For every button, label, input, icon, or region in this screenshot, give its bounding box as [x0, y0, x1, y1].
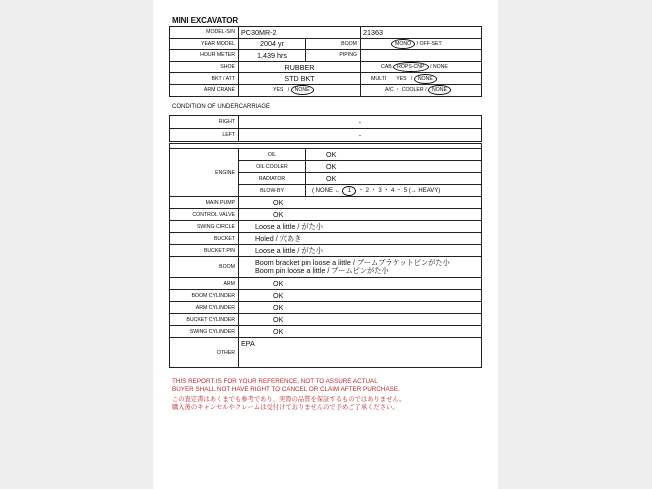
engine-label: ENGINE: [170, 149, 239, 197]
ac-cooler-field: [361, 84, 482, 96]
table-row: [170, 245, 482, 257]
hour-meter-label: HOUR METER: [170, 50, 239, 62]
hour-meter-value: 1,439 hrs: [239, 50, 306, 62]
table-row: [170, 338, 482, 368]
ac-cooler-selected-option: NONE: [428, 85, 451, 95]
row-value: OK: [239, 302, 482, 314]
cab-other-option: NONE: [432, 64, 448, 71]
boom-label: BOOM: [170, 257, 239, 278]
row-value: Loose a little / がた小: [239, 245, 482, 257]
row-value: OK: [239, 326, 482, 338]
table-row: [170, 149, 482, 161]
blowby-scale: [306, 185, 482, 197]
multi-label: MULTI: [371, 75, 387, 82]
table-row: [170, 84, 482, 96]
arm-crane-options: [239, 84, 361, 96]
blowby-selected-level: 1: [342, 186, 356, 196]
document-title: MINI EXCAVATOR: [172, 16, 239, 25]
row-label: ARM CYLINDER: [170, 302, 239, 314]
arm-crane-yes-option: YES: [273, 87, 284, 94]
row-label: MAIN PUMP: [170, 197, 239, 209]
row-value: OK: [239, 209, 482, 221]
undercarriage-left-value: -: [239, 129, 482, 142]
model-sn-label: MODEL-S/N: [170, 27, 239, 39]
undercarriage-title: CONDITION OF UNDERCARRIAGE: [172, 104, 271, 110]
engine-item-value: OK: [306, 149, 482, 161]
undercarriage-left-label: LEFT: [170, 129, 239, 142]
row-value: OK: [239, 197, 482, 209]
multi-selected-option: NONE: [414, 74, 437, 84]
row-value: OK: [239, 290, 482, 302]
piping-label: PIPING: [306, 50, 361, 62]
ac-cooler-separator: /: [425, 87, 427, 94]
row-value: Holed / 穴あき: [239, 233, 482, 245]
blowby-prefix: ( NONE ←: [312, 188, 341, 194]
table-row: [170, 27, 482, 39]
row-label: SWING CYLINDER: [170, 326, 239, 338]
boom-note-line: Boom bracket pin loose a little / ブームブラケットピンがた小: [255, 258, 450, 267]
engine-item-value: OK: [306, 173, 482, 185]
table-row: [170, 302, 482, 314]
blowby-rest: ・ 2 ・ 3 ・ 4 ・ 5 (→ HEAVY): [358, 188, 441, 194]
table-row: [170, 38, 482, 50]
undercarriage-right-value: -: [239, 116, 482, 129]
row-label: SWING CIRCLE: [170, 221, 239, 233]
boom-separator: /: [416, 40, 419, 47]
ac-cooler-label: A/C ・ COOLER: [385, 87, 424, 94]
table-row: [170, 278, 482, 290]
cab-label: CAB: [381, 64, 392, 71]
boom-selected-option: MONO: [391, 39, 415, 49]
multi-yes-option: YES: [396, 75, 407, 82]
boom-notes: [239, 257, 482, 278]
spec-table: [169, 26, 482, 97]
row-label: BUCKET CYLINDER: [170, 314, 239, 326]
shoe-value: RUBBER: [239, 61, 361, 73]
row-label: BUCKET PIN: [170, 245, 239, 257]
table-row: [170, 314, 482, 326]
row-label: CONTROL VALVE: [170, 209, 239, 221]
arm-crane-selected-option: NONE: [291, 85, 314, 95]
multi-separator: /: [410, 75, 413, 82]
table-row: [170, 129, 482, 142]
row-label: BOOM CYLINDER: [170, 290, 239, 302]
table-row: [170, 257, 482, 278]
cab-separator: /: [429, 64, 432, 71]
engine-item-label: OIL: [239, 149, 306, 161]
cab-selected-option: ROPS-CNP: [393, 62, 428, 72]
year-model-value: 2004 yr: [239, 38, 306, 50]
boom-type-label: BOOM: [306, 38, 361, 50]
disclaimer-line: THIS REPORT IS FOR YOUR REFERENCE, NOT TO ASSURE ACTUAL: [172, 378, 378, 385]
table-row: [170, 50, 482, 62]
table-row: [170, 221, 482, 233]
row-value: OK: [239, 314, 482, 326]
shoe-label: SHOE: [170, 61, 239, 73]
piping-value: [361, 50, 482, 62]
serial-value: 21363: [361, 27, 482, 39]
row-value: OK: [239, 278, 482, 290]
disclaimer-line: BUYER SHALL NOT HAVE RIGHT TO CANCEL OR CLAIM AFTER PURCHASE.: [172, 386, 400, 393]
bkt-att-value: STD BKT: [239, 73, 361, 85]
boom-other-option: OFF-SET: [419, 40, 442, 47]
row-value: Loose a little / がた小: [239, 221, 482, 233]
boom-type-options: [361, 38, 482, 50]
engine-item-value: OK: [306, 161, 482, 173]
row-label: ARM: [170, 278, 239, 290]
disclaimer-line: この査定書はあくまでも参考であり、実際の品質を保証するものではありません。: [172, 396, 406, 403]
table-row: [170, 73, 482, 85]
bkt-att-label: BKT / ATT: [170, 73, 239, 85]
row-label: BUCKET: [170, 233, 239, 245]
arm-crane-label: ARM CRANE: [170, 84, 239, 96]
disclaimer-line: 購入後のキャンセルやクレームは受付けておりませんので予めご了承ください。: [172, 404, 399, 411]
arm-crane-separator: /: [287, 87, 290, 94]
multi-field: [361, 73, 482, 85]
table-row: [170, 233, 482, 245]
table-row: [170, 209, 482, 221]
model-value: PC30MR-2: [239, 27, 361, 39]
boom-note-line: Boom pin loose a little / ブームピンがた小: [255, 266, 389, 275]
cab-field: [361, 61, 482, 73]
table-row: [170, 326, 482, 338]
year-model-label: YEAR MODEL: [170, 38, 239, 50]
undercarriage-right-label: RIGHT: [170, 116, 239, 129]
other-value: EPA: [239, 338, 482, 368]
table-row: [170, 61, 482, 73]
engine-item-label: OIL COOLER: [239, 161, 306, 173]
undercarriage-table: [169, 115, 482, 142]
inspection-table: [169, 143, 482, 368]
engine-item-label: RADIATOR: [239, 173, 306, 185]
table-row: [170, 116, 482, 129]
other-label: OTHER: [170, 338, 239, 368]
table-row: [170, 290, 482, 302]
table-row: [170, 197, 482, 209]
blowby-label: BLOW-BY: [239, 185, 306, 197]
